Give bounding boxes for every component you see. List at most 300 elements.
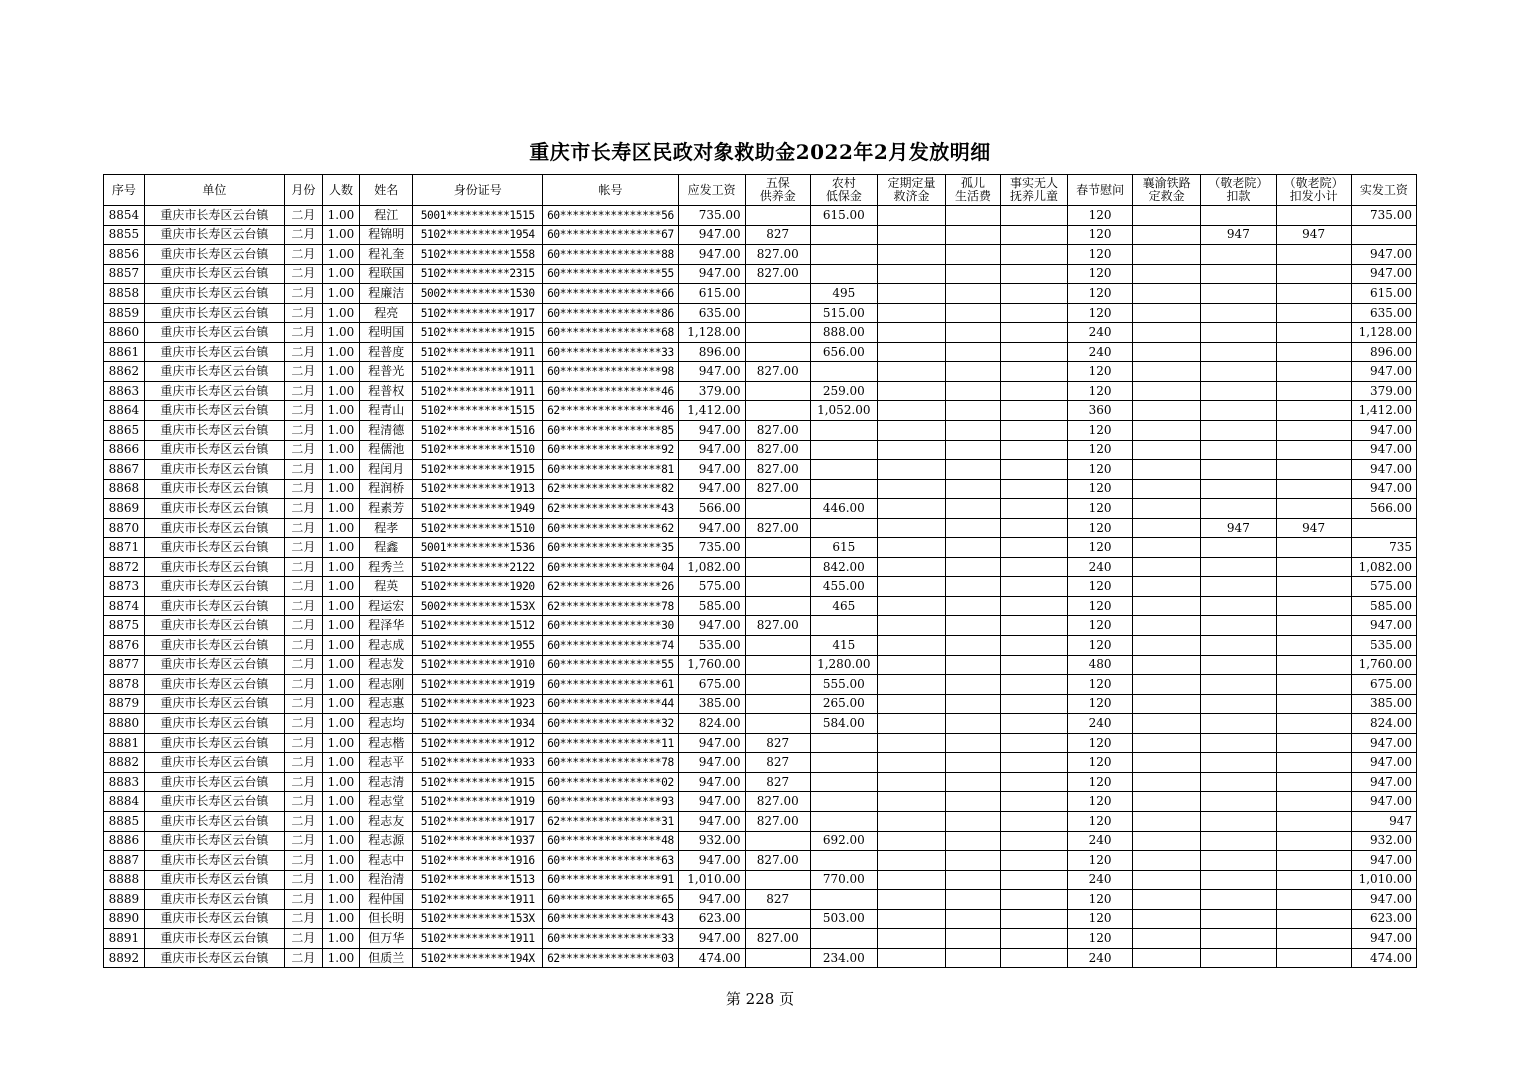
table-cell — [1276, 264, 1351, 284]
table-cell — [810, 245, 877, 265]
table-cell — [1133, 675, 1201, 695]
table-cell — [1133, 870, 1201, 890]
table-cell — [1276, 636, 1351, 656]
table-cell — [1000, 890, 1067, 910]
table-cell: 二月 — [285, 948, 323, 968]
table-cell: 重庆市长寿区云台镇 — [144, 479, 284, 499]
table-cell: 62****************78 — [543, 596, 678, 616]
table-cell: 1.00 — [322, 557, 360, 577]
table-cell: 二月 — [285, 851, 323, 871]
table-cell — [1133, 616, 1201, 636]
table-cell — [1000, 636, 1067, 656]
table-cell — [745, 596, 810, 616]
table-cell: 1.00 — [322, 772, 360, 792]
table-cell: 947 — [1351, 811, 1416, 831]
table-cell: 62****************31 — [543, 811, 678, 831]
table-cell — [1201, 499, 1276, 519]
table-cell — [1000, 381, 1067, 401]
table-cell: 120 — [1068, 381, 1133, 401]
table-cell: 947.00 — [1351, 479, 1416, 499]
table-cell: 1.00 — [322, 616, 360, 636]
table-cell — [1133, 851, 1201, 871]
table-cell — [946, 206, 1001, 226]
table-cell: 但万华 — [360, 929, 413, 949]
table-cell: 947 — [1276, 225, 1351, 245]
table-cell: 240 — [1068, 323, 1133, 343]
table-cell: 重庆市长寿区云台镇 — [144, 772, 284, 792]
table-cell — [1201, 636, 1276, 656]
table-cell — [1201, 694, 1276, 714]
table-cell: 程志清 — [360, 772, 413, 792]
table-cell: 二月 — [285, 303, 323, 323]
payment-table — [103, 174, 1417, 968]
table-cell — [877, 381, 945, 401]
table-cell — [877, 675, 945, 695]
table-cell: 692.00 — [810, 831, 877, 851]
table-cell: 程运宏 — [360, 596, 413, 616]
table-cell: 1.00 — [322, 753, 360, 773]
table-cell: 程志刚 — [360, 675, 413, 695]
table-cell: 60****************85 — [543, 421, 678, 441]
table-cell: 二月 — [285, 499, 323, 519]
table-cell: 555.00 — [810, 675, 877, 695]
table-cell: 程亮 — [360, 303, 413, 323]
table-cell: 947.00 — [678, 362, 745, 382]
table-cell — [1133, 636, 1201, 656]
table-cell — [1276, 596, 1351, 616]
table-cell — [1133, 772, 1201, 792]
table-cell — [877, 811, 945, 831]
table-cell: 379.00 — [1351, 381, 1416, 401]
table-cell: 重庆市长寿区云台镇 — [144, 596, 284, 616]
table-cell: 5102**********1910 — [413, 655, 543, 675]
table-cell: 62****************43 — [543, 499, 678, 519]
table-cell: 8888 — [104, 870, 145, 890]
table-cell — [1276, 694, 1351, 714]
table-row — [104, 264, 1417, 284]
table-cell: 120 — [1068, 245, 1133, 265]
table-cell: 程孝 — [360, 518, 413, 538]
table-cell — [1133, 890, 1201, 910]
table-cell: 635.00 — [678, 303, 745, 323]
table-cell: 1,128.00 — [1351, 323, 1416, 343]
table-cell: 二月 — [285, 538, 323, 558]
table-cell: 60****************98 — [543, 362, 678, 382]
table-cell — [1133, 440, 1201, 460]
table-cell — [1000, 714, 1067, 734]
table-cell: 120 — [1068, 421, 1133, 441]
table-cell — [745, 870, 810, 890]
table-cell: 程志中 — [360, 851, 413, 871]
table-cell: 重庆市长寿区云台镇 — [144, 323, 284, 343]
table-cell — [1133, 421, 1201, 441]
table-cell: 二月 — [285, 323, 323, 343]
table-cell — [946, 323, 1001, 343]
table-cell: 240 — [1068, 948, 1133, 968]
table-cell: 重庆市长寿区云台镇 — [144, 225, 284, 245]
table-cell — [946, 596, 1001, 616]
table-cell: 60****************81 — [543, 460, 678, 480]
table-cell: 重庆市长寿区云台镇 — [144, 440, 284, 460]
table-cell: 5102**********2315 — [413, 264, 543, 284]
table-cell — [877, 206, 945, 226]
table-cell — [1000, 518, 1067, 538]
table-cell: 947.00 — [678, 440, 745, 460]
table-cell: 8892 — [104, 948, 145, 968]
table-cell: 60****************02 — [543, 772, 678, 792]
table-cell: 1.00 — [322, 245, 360, 265]
table-cell: 615.00 — [1351, 284, 1416, 304]
table-cell: 623.00 — [678, 909, 745, 929]
table-cell — [1276, 890, 1351, 910]
table-cell — [946, 245, 1001, 265]
table-cell: 8879 — [104, 694, 145, 714]
table-cell — [1000, 870, 1067, 890]
table-row — [104, 577, 1417, 597]
table-cell: 62****************46 — [543, 401, 678, 421]
table-cell: 8856 — [104, 245, 145, 265]
table-cell — [810, 440, 877, 460]
table-cell: 60****************62 — [543, 518, 678, 538]
table-cell: 120 — [1068, 636, 1133, 656]
table-cell: 程志均 — [360, 714, 413, 734]
table-cell — [1133, 655, 1201, 675]
table-cell: 947.00 — [1351, 753, 1416, 773]
table-cell — [1201, 245, 1276, 265]
table-cell: 60****************43 — [543, 909, 678, 929]
table-cell — [745, 557, 810, 577]
table-cell: 二月 — [285, 362, 323, 382]
table-cell: 1.00 — [322, 284, 360, 304]
table-cell: 615 — [810, 538, 877, 558]
table-cell — [877, 636, 945, 656]
table-cell: 947.00 — [678, 753, 745, 773]
table-cell: 827 — [745, 772, 810, 792]
table-cell: 重庆市长寿区云台镇 — [144, 577, 284, 597]
table-cell — [877, 518, 945, 538]
table-cell — [1276, 381, 1351, 401]
table-cell: 重庆市长寿区云台镇 — [144, 890, 284, 910]
table-cell — [946, 694, 1001, 714]
table-cell — [1000, 733, 1067, 753]
table-cell — [1276, 284, 1351, 304]
table-cell — [946, 264, 1001, 284]
table-cell — [877, 303, 945, 323]
table-cell — [1201, 362, 1276, 382]
table-cell — [1276, 538, 1351, 558]
table-cell: 120 — [1068, 616, 1133, 636]
table-cell — [1133, 753, 1201, 773]
table-cell — [810, 772, 877, 792]
table-cell — [810, 518, 877, 538]
table-cell: 1.00 — [322, 479, 360, 499]
table-cell: 8873 — [104, 577, 145, 597]
table-cell: 60****************91 — [543, 870, 678, 890]
table-cell: 947.00 — [1351, 733, 1416, 753]
table-cell: 8863 — [104, 381, 145, 401]
table-cell: 120 — [1068, 792, 1133, 812]
table-cell: 842.00 — [810, 557, 877, 577]
table-cell — [1000, 616, 1067, 636]
table-cell: 1.00 — [322, 890, 360, 910]
table-cell — [1201, 714, 1276, 734]
table-cell: 947.00 — [678, 733, 745, 753]
table-cell: 947.00 — [678, 890, 745, 910]
table-cell: 120 — [1068, 811, 1133, 831]
table-cell — [1000, 694, 1067, 714]
table-cell: 1.00 — [322, 714, 360, 734]
table-cell: 947.00 — [678, 929, 745, 949]
table-cell: 60****************61 — [543, 675, 678, 695]
table-cell: 566.00 — [678, 499, 745, 519]
table-cell: 8878 — [104, 675, 145, 695]
table-cell: 8858 — [104, 284, 145, 304]
table-cell — [877, 362, 945, 382]
table-cell: 932.00 — [678, 831, 745, 851]
table-cell — [745, 284, 810, 304]
table-cell — [877, 401, 945, 421]
table-cell: 827.00 — [745, 811, 810, 831]
table-cell: 重庆市长寿区云台镇 — [144, 870, 284, 890]
table-cell — [1201, 303, 1276, 323]
table-cell: 5001**********1515 — [413, 206, 543, 226]
table-cell: 947 — [1201, 225, 1276, 245]
table-row — [104, 675, 1417, 695]
table-row — [104, 538, 1417, 558]
table-cell: 120 — [1068, 362, 1133, 382]
table-cell: 947.00 — [1351, 851, 1416, 871]
table-cell: 60****************30 — [543, 616, 678, 636]
table-cell — [1201, 557, 1276, 577]
table-cell — [877, 460, 945, 480]
table-cell: 5001**********1536 — [413, 538, 543, 558]
table-cell — [877, 655, 945, 675]
table-cell: 二月 — [285, 264, 323, 284]
table-cell: 重庆市长寿区云台镇 — [144, 948, 284, 968]
table-cell: 1,412.00 — [678, 401, 745, 421]
table-cell: 947.00 — [1351, 440, 1416, 460]
table-cell: 259.00 — [810, 381, 877, 401]
column-header: 人数 — [322, 175, 360, 206]
table-cell — [946, 577, 1001, 597]
table-cell: 二月 — [285, 772, 323, 792]
column-header: 月份 — [285, 175, 323, 206]
table-cell: 120 — [1068, 753, 1133, 773]
table-cell — [946, 616, 1001, 636]
column-header: 五保 供养金 — [745, 175, 810, 206]
table-cell: 824.00 — [678, 714, 745, 734]
table-cell — [745, 206, 810, 226]
column-header: 姓名 — [360, 175, 413, 206]
table-cell: 二月 — [285, 596, 323, 616]
table-cell: 947.00 — [678, 479, 745, 499]
table-cell — [810, 811, 877, 831]
table-cell: 120 — [1068, 596, 1133, 616]
table-row — [104, 655, 1417, 675]
table-cell — [877, 929, 945, 949]
table-cell — [745, 342, 810, 362]
table-cell: 二月 — [285, 206, 323, 226]
table-cell — [1000, 401, 1067, 421]
table-cell: 二月 — [285, 381, 323, 401]
table-cell — [1133, 577, 1201, 597]
table-cell: 465 — [810, 596, 877, 616]
table-cell: 60****************11 — [543, 733, 678, 753]
table-cell — [1276, 831, 1351, 851]
table-cell: 重庆市长寿区云台镇 — [144, 538, 284, 558]
table-cell: 827.00 — [745, 440, 810, 460]
table-cell: 1.00 — [322, 694, 360, 714]
table-cell — [1276, 245, 1351, 265]
table-cell — [1000, 929, 1067, 949]
table-cell — [946, 479, 1001, 499]
table-cell: 947.00 — [678, 772, 745, 792]
table-cell: 947.00 — [678, 460, 745, 480]
table-cell: 程志源 — [360, 831, 413, 851]
table-cell: 程江 — [360, 206, 413, 226]
table-cell: 1.00 — [322, 303, 360, 323]
table-cell: 二月 — [285, 342, 323, 362]
table-cell: 二月 — [285, 577, 323, 597]
table-cell — [946, 733, 1001, 753]
table-cell — [1276, 733, 1351, 753]
table-cell: 8889 — [104, 890, 145, 910]
column-header: 事实无人 抚养儿童 — [1000, 175, 1067, 206]
table-cell — [946, 929, 1001, 949]
table-cell — [1133, 381, 1201, 401]
table-cell: 5102**********1911 — [413, 381, 543, 401]
table-cell — [1276, 811, 1351, 831]
table-cell — [877, 733, 945, 753]
table-cell — [1276, 362, 1351, 382]
table-cell: 重庆市长寿区云台镇 — [144, 284, 284, 304]
table-cell: 8869 — [104, 499, 145, 519]
table-cell — [1133, 303, 1201, 323]
table-cell: 827.00 — [745, 851, 810, 871]
table-cell — [1201, 753, 1276, 773]
table-cell: 735 — [1351, 538, 1416, 558]
table-cell: 程志楷 — [360, 733, 413, 753]
table-cell — [877, 479, 945, 499]
column-header: 农村 低保金 — [810, 175, 877, 206]
table-cell: 60****************46 — [543, 381, 678, 401]
table-cell: 120 — [1068, 225, 1133, 245]
column-header: 孤儿 生活费 — [946, 175, 1001, 206]
table-cell: 程泽华 — [360, 616, 413, 636]
table-cell: 二月 — [285, 655, 323, 675]
table-cell: 二月 — [285, 890, 323, 910]
table-body — [104, 206, 1417, 968]
table-cell: 8855 — [104, 225, 145, 245]
table-cell: 947.00 — [1351, 929, 1416, 949]
table-cell: 1,760.00 — [1351, 655, 1416, 675]
table-cell: 5102**********1916 — [413, 851, 543, 871]
table-cell: 程普权 — [360, 381, 413, 401]
table-row — [104, 206, 1417, 226]
table-cell: 947.00 — [1351, 245, 1416, 265]
table-cell: 8857 — [104, 264, 145, 284]
table-cell: 5102**********1911 — [413, 929, 543, 949]
table-cell: 947.00 — [678, 792, 745, 812]
table-cell: 重庆市长寿区云台镇 — [144, 381, 284, 401]
table-cell: 二月 — [285, 636, 323, 656]
table-cell: 程仲国 — [360, 890, 413, 910]
table-cell: 566.00 — [1351, 499, 1416, 519]
table-cell — [1201, 596, 1276, 616]
table-cell — [1133, 596, 1201, 616]
table-row — [104, 870, 1417, 890]
table-cell — [1201, 206, 1276, 226]
table-cell: 947.00 — [1351, 421, 1416, 441]
table-cell — [745, 401, 810, 421]
table-cell: 385.00 — [1351, 694, 1416, 714]
table-cell — [946, 440, 1001, 460]
table-cell — [1133, 557, 1201, 577]
table-cell: 575.00 — [1351, 577, 1416, 597]
table-cell — [745, 538, 810, 558]
table-cell — [1201, 342, 1276, 362]
table-cell — [946, 909, 1001, 929]
table-row — [104, 890, 1417, 910]
column-header: 实发工资 — [1351, 175, 1416, 206]
table-cell — [877, 909, 945, 929]
table-row — [104, 948, 1417, 968]
table-cell: 1,760.00 — [678, 655, 745, 675]
table-cell: 120 — [1068, 518, 1133, 538]
table-cell: 947.00 — [678, 851, 745, 871]
table-cell — [946, 421, 1001, 441]
table-cell: 120 — [1068, 675, 1133, 695]
table-cell — [1276, 675, 1351, 695]
table-cell — [1351, 225, 1416, 245]
table-cell: 程志成 — [360, 636, 413, 656]
table-cell: 程儒池 — [360, 440, 413, 460]
table-cell: 二月 — [285, 870, 323, 890]
table-cell — [1133, 733, 1201, 753]
table-cell — [1276, 479, 1351, 499]
table-cell: 60****************88 — [543, 245, 678, 265]
table-cell: 735.00 — [678, 206, 745, 226]
table-cell: 120 — [1068, 264, 1133, 284]
table-cell: 1.00 — [322, 577, 360, 597]
table-cell — [877, 831, 945, 851]
table-cell: 1.00 — [322, 401, 360, 421]
table-cell: 120 — [1068, 890, 1133, 910]
table-cell: 重庆市长寿区云台镇 — [144, 753, 284, 773]
table-cell — [745, 655, 810, 675]
table-cell: 240 — [1068, 557, 1133, 577]
table-cell — [1276, 421, 1351, 441]
table-cell: 重庆市长寿区云台镇 — [144, 675, 284, 695]
table-cell — [1133, 401, 1201, 421]
table-cell: 5102**********1917 — [413, 303, 543, 323]
table-cell: 60****************93 — [543, 792, 678, 812]
table-cell: 8871 — [104, 538, 145, 558]
table-cell: 623.00 — [1351, 909, 1416, 929]
table-cell: 5102**********1911 — [413, 342, 543, 362]
table-cell — [1276, 851, 1351, 871]
table-cell — [1201, 264, 1276, 284]
table-cell: 947.00 — [678, 811, 745, 831]
table-cell — [877, 792, 945, 812]
table-cell: 60****************44 — [543, 694, 678, 714]
table-cell — [1276, 440, 1351, 460]
table-cell — [1000, 284, 1067, 304]
table-cell: 947.00 — [1351, 772, 1416, 792]
table-header-row — [104, 175, 1417, 206]
table-cell: 程鑫 — [360, 538, 413, 558]
table-cell: 824.00 — [1351, 714, 1416, 734]
